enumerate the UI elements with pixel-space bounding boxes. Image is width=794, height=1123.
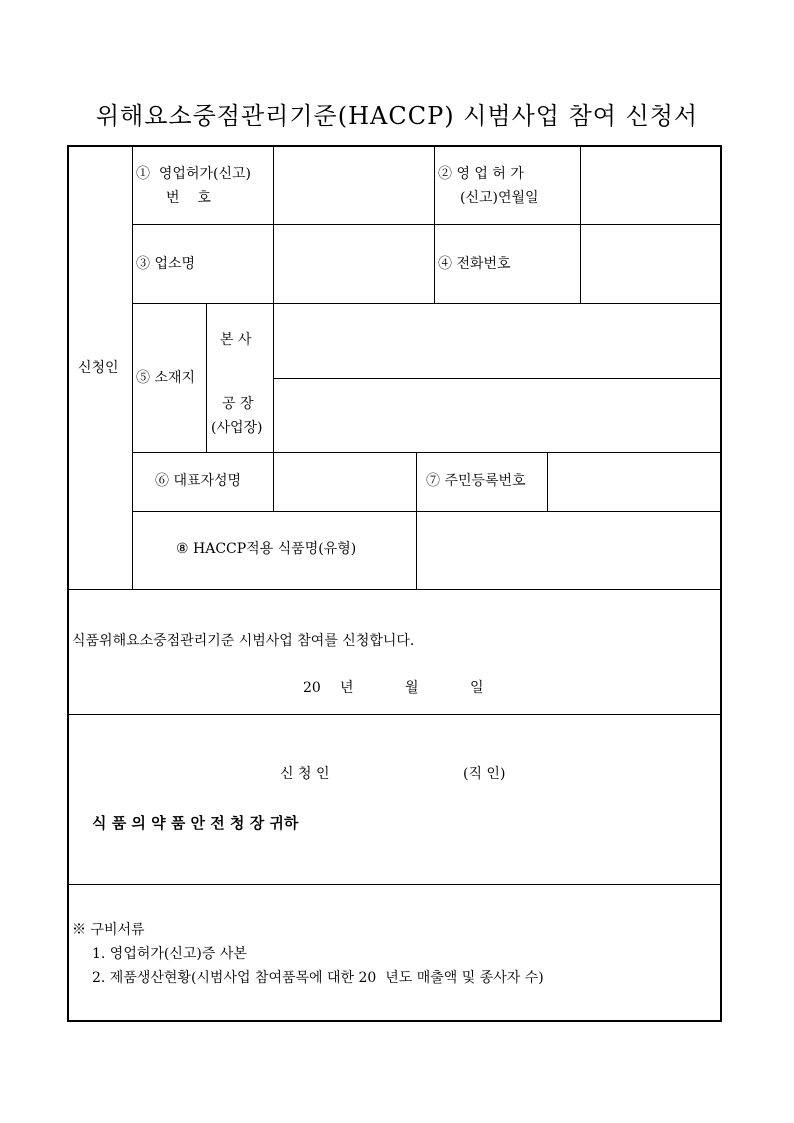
head-office-label: 본 사 <box>220 332 252 348</box>
license-date-label-line2: (신고)연월일 <box>460 190 539 206</box>
resident-registration-number-field[interactable] <box>548 453 721 511</box>
required-document-item: 1. 영업허가(신고)증 사본 <box>92 946 247 962</box>
factory-label: 공 장 <box>222 396 254 412</box>
representative-name-field[interactable] <box>274 453 416 511</box>
applicant-section-label: 신청인 <box>78 360 119 376</box>
required-document-item: 2. 제품생산현황(시범사업 참여품목에 대한 20 년도 매출액 및 종사자 수) <box>92 970 544 986</box>
license-date-label: ② 영 업 허 가 <box>438 166 524 182</box>
license-date-field[interactable] <box>581 147 721 224</box>
haccp-food-name-label: ⑧ HACCP적용 식품명(유형) <box>176 541 357 557</box>
business-name-label: ③ 업소명 <box>136 256 196 272</box>
date-month-label: 월 <box>405 680 419 696</box>
business-license-number-label: ① 영업허가(신고) <box>136 166 251 182</box>
grid-line <box>68 589 721 590</box>
representative-name-label: ⑥ 대표자성명 <box>155 473 242 489</box>
business-name-field[interactable] <box>274 225 434 303</box>
location-label: ⑤ 소재지 <box>136 370 196 386</box>
resident-registration-number-label: ⑦ 주민등록번호 <box>426 473 526 489</box>
business-license-number-label-line2: 번 호 <box>166 190 211 206</box>
grid-line <box>434 146 435 304</box>
phone-number-label: ④ 전화번호 <box>438 256 511 272</box>
date-year-prefix: 20 <box>303 680 321 696</box>
grid-line <box>132 146 133 589</box>
date-day-label: 일 <box>470 680 484 696</box>
declaration-text: 식품위해요소중점관리기준 시범사업 참여를 신청합니다. <box>72 633 415 649</box>
signature-field[interactable] <box>345 758 455 788</box>
grid-line <box>416 452 417 511</box>
signature-applicant-label: 신 청 인 <box>280 766 330 782</box>
business-license-number-field[interactable] <box>274 147 434 224</box>
head-office-address-field[interactable] <box>274 304 721 378</box>
grid-line <box>68 714 721 715</box>
recipient-label: 식 품 의 약 품 안 전 청 장 귀하 <box>92 814 299 832</box>
factory-label-line2: (사업장) <box>211 420 263 436</box>
grid-line <box>68 884 721 885</box>
haccp-food-name-field[interactable] <box>417 512 721 589</box>
factory-address-field[interactable] <box>274 379 721 452</box>
required-documents-header: ※ 구비서류 <box>72 922 145 938</box>
seal-label: (직 인) <box>463 766 506 782</box>
date-year-label: 년 <box>340 680 354 696</box>
phone-number-field[interactable] <box>581 225 721 303</box>
page-title: 위해요소중점관리기준(HACCP) 시범사업 참여 신청서 <box>95 102 699 130</box>
grid-line <box>206 304 207 452</box>
